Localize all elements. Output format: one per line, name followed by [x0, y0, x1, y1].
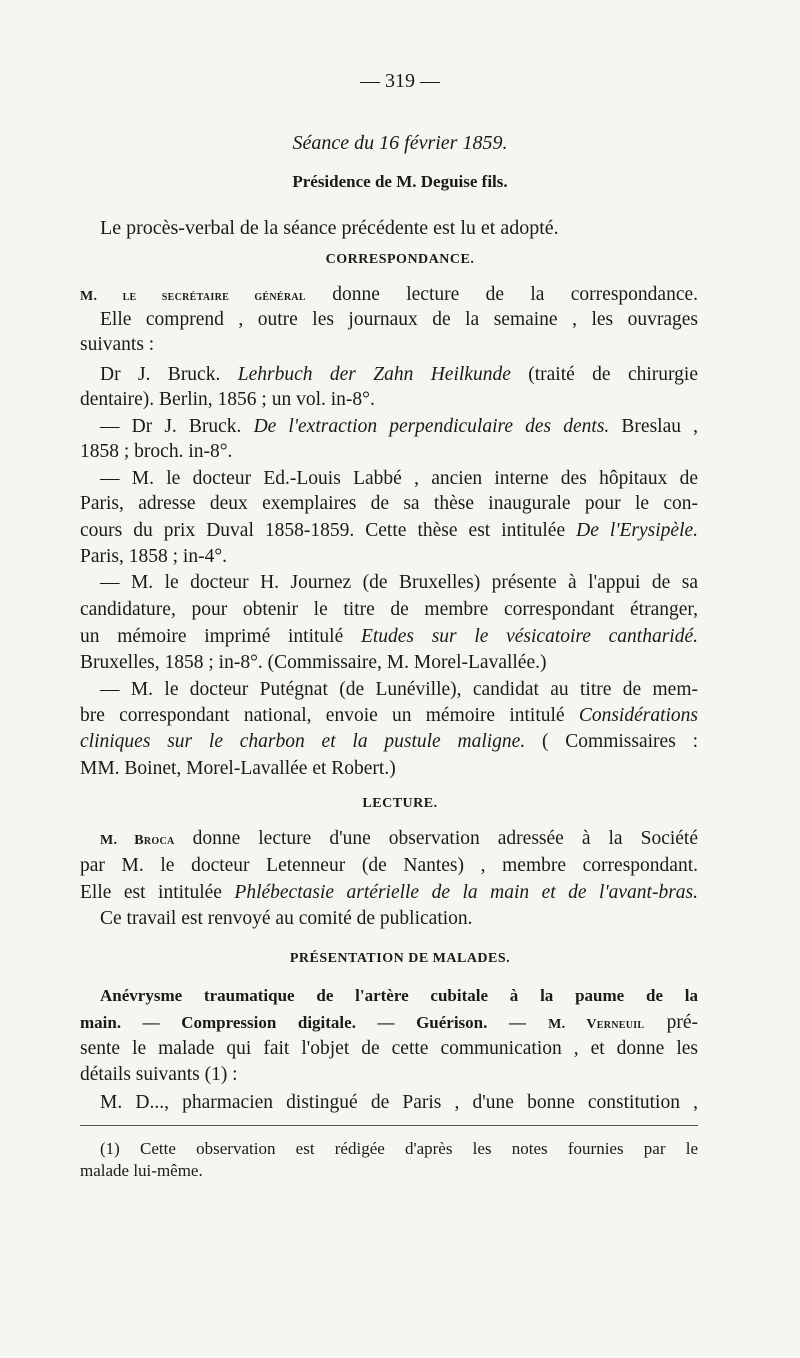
case-title-continued: main. — Compression digitale. — Guérison. — — [80, 1013, 526, 1032]
text-span: — Dr J. Bruck. — [100, 416, 242, 437]
text-span: (traité de chirurgie — [528, 364, 699, 385]
text-span: Breslau , — [621, 416, 698, 437]
page-number: — 319 — — [360, 70, 440, 92]
verneuil-name: M. Verneuil — [548, 1017, 645, 1032]
presidence-line: Présidence de M. Deguise fils. — [292, 172, 508, 191]
observation-title: Phlébectasie artérielle de la main et de l'avant-bras. — [234, 882, 698, 903]
footnote-line-2: malade lui-même. — [80, 1161, 203, 1180]
text-span: pré- — [666, 1012, 698, 1033]
seance-date: Séance du 16 février 1859. — [292, 132, 508, 154]
text-span: cours du prix Duval 1858-1859. Cette thèse est intitulée — [80, 520, 566, 541]
correspondance-line-2: Elle comprend , outre les journaux de la semaine , les ouvrages — [100, 309, 698, 330]
lecture-heading: LECTURE. — [362, 796, 438, 811]
correspondance-line-6 — [100, 414, 698, 439]
footnote-line-1: (1) Cette observation est rédigée d'après les notes fournies par le — [100, 1139, 698, 1158]
footnote-divider — [80, 1125, 698, 1126]
lecture-line-1 — [100, 826, 698, 853]
presentation-line-5: M. D..., pharmacien distingué de Paris , d'une bonne constitution , — [100, 1092, 698, 1113]
broca-name: M. Broca — [100, 833, 175, 848]
correspondance-line-16: — M. le docteur Putégnat (de Lunéville), candidat au titre de mem- — [100, 679, 698, 700]
memoir-title: Etudes sur le vésicatoire cantharidé. — [360, 626, 699, 647]
memoir-title: Considérations — [578, 705, 698, 726]
presentation-heading: PRÉSENTATION DE MALADES. — [289, 951, 511, 966]
memoir-title: cliniques sur le charbon et la pustule maligne. — [80, 731, 526, 752]
text-span: Elle est intitulée — [80, 882, 222, 903]
proces-verbal-line: Le procès-verbal de la séance précédente est lu et adopté. — [100, 217, 559, 239]
lecture-line-2: par M. le docteur Letenneur (de Nantes) , membre correspondant. — [80, 855, 698, 876]
lecture-line-3 — [80, 880, 698, 905]
correspondance-line-12: — M. le docteur H. Journez (de Bruxelles) présente à l'appui de sa — [100, 572, 698, 593]
book-title: De l'extraction perpendiculaire des dents. — [253, 416, 610, 437]
correspondance-line-11: Paris, 1858 ; in-4°. — [80, 546, 228, 567]
text-span: bre correspondant national, envoie un mémoire intitulé — [80, 705, 565, 726]
correspondance-line-8: — M. le docteur Ed.-Louis Labbé , ancien interne des hôpitaux de — [100, 468, 698, 489]
correspondance-line-19: MM. Boinet, Morel-Lavallée et Robert.) — [80, 758, 396, 779]
presentation-line-3: sente le malade qui fait l'objet de cette communication , et donne les — [80, 1038, 698, 1059]
correspondance-heading: CORRESPONDANCE. — [325, 252, 475, 267]
text-span: Dr J. Bruck. — [100, 364, 221, 385]
text-span: donne lecture d'une observation adressée à la Société — [192, 828, 698, 849]
presentation-line-4: détails suivants (1) : — [80, 1064, 238, 1085]
correspondance-line-18 — [80, 729, 698, 754]
text-span: un mémoire imprimé intitulé — [80, 626, 344, 647]
correspondance-line-17 — [80, 703, 698, 728]
text-span: donne lecture de la correspondance. — [332, 284, 699, 305]
book-title: Lehrbuch der Zahn Heilkunde — [237, 364, 511, 385]
correspondance-line-7: 1858 ; broch. in-8°. — [80, 441, 233, 462]
lecture-line-4: Ce travail est renvoyé au comité de publication. — [100, 908, 473, 929]
correspondance-line-3: suivants : — [80, 334, 155, 355]
thesis-title: De l'Erysipèle. — [576, 520, 699, 541]
correspondance-line-13: candidature, pour obtenir le titre de membre correspondant étranger, — [80, 599, 698, 620]
correspondance-line-5: dentaire). Berlin, 1856 ; un vol. in-8°. — [80, 389, 375, 410]
correspondance-line-15: Bruxelles, 1858 ; in-8°. (Commissaire, M. Morel-Lavallée.) — [80, 652, 547, 673]
correspondance-line-9: Paris, adresse deux exemplaires de sa thèse inaugurale pour le con- — [80, 493, 698, 514]
correspondance-line-14 — [80, 624, 698, 649]
presentation-line-2 — [80, 1010, 698, 1037]
correspondance-line-4 — [100, 362, 698, 387]
secretaire-general-name: M. le secrétaire général — [80, 289, 306, 304]
correspondance-line-10 — [80, 518, 698, 543]
presentation-line-1: Anévrysme traumatique de l'artère cubitale à la paume de la — [100, 986, 698, 1005]
text-span: ( Commissaires : — [542, 731, 698, 752]
correspondance-line-1 — [80, 282, 698, 309]
